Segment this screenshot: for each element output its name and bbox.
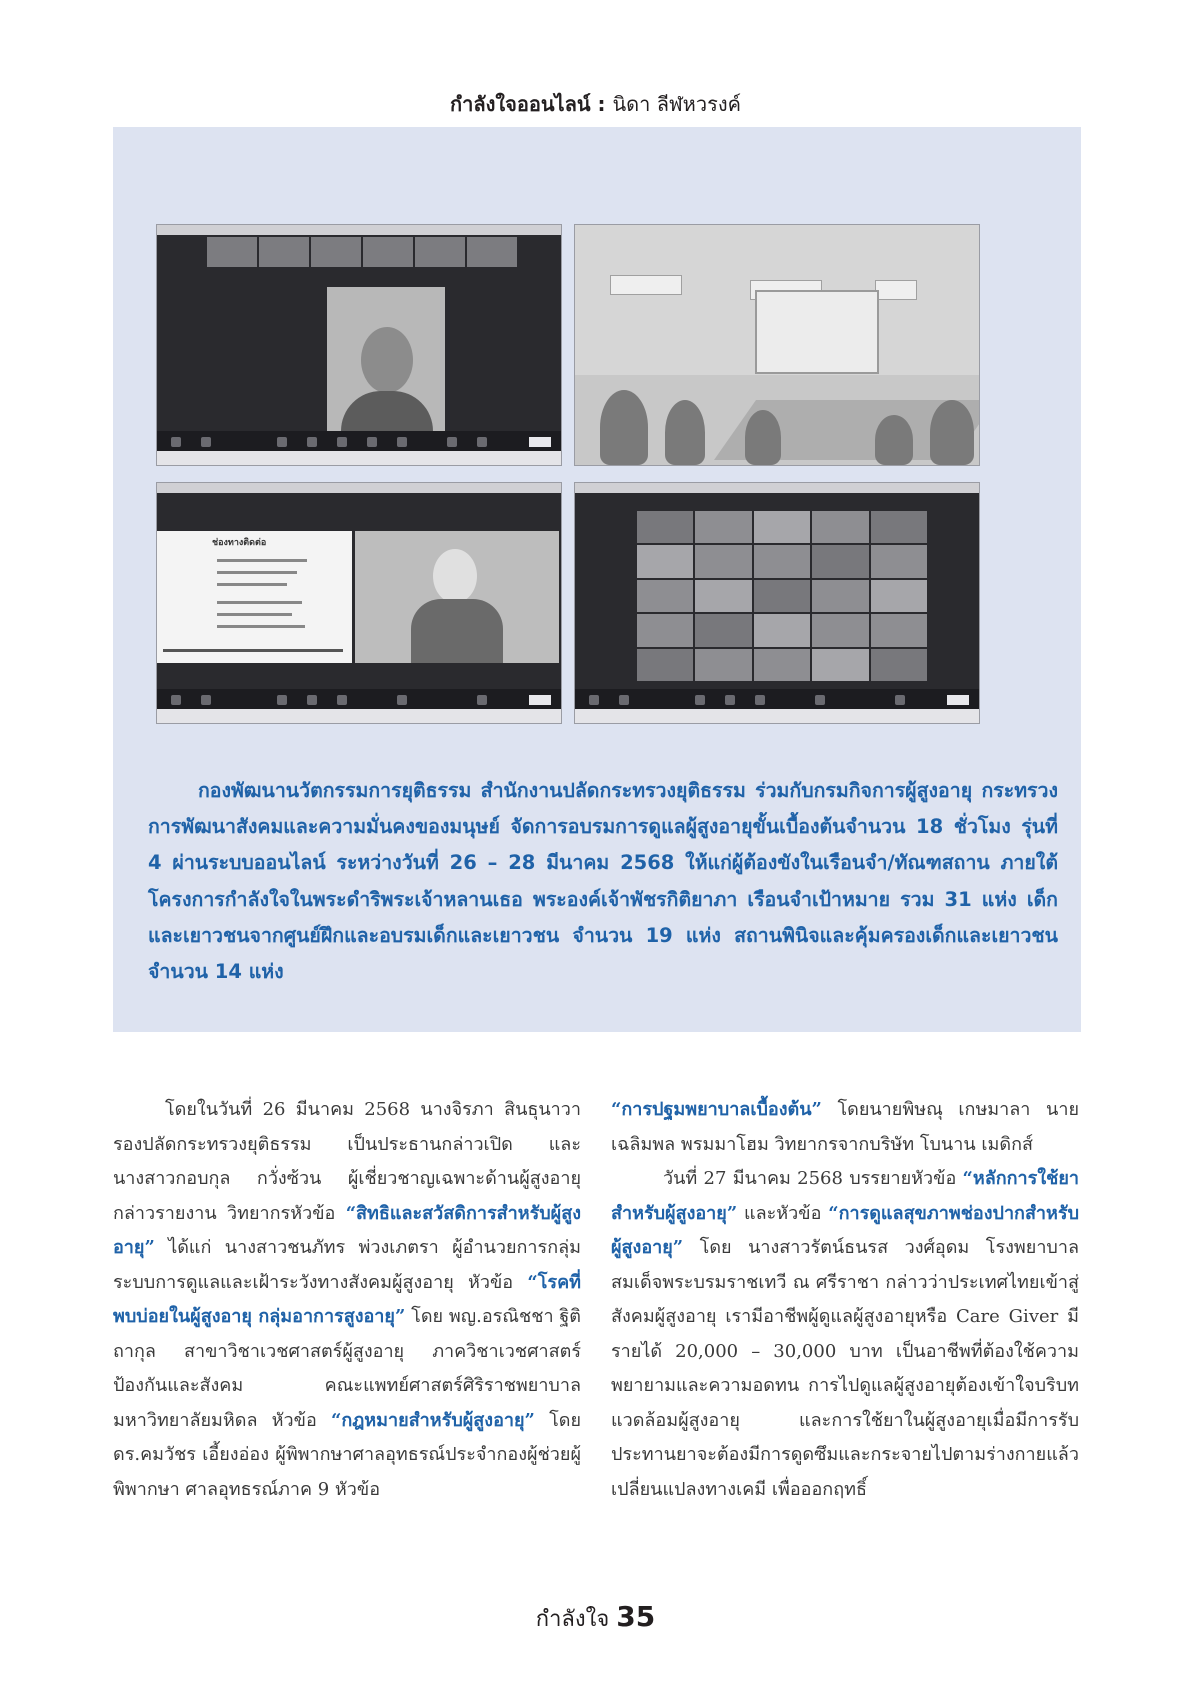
body-paragraph: วันที่ 27 มีนาคม 2568 บรรยายหัวข้อ “หลักการใช้ยาสำหรับผู้สูงอายุ” และหัวข้อ “การดูแลสุขภาพช่องปากสำหรับผู้สูงอายุ” โดย นางสาวรัตน์ธนรส วงศ์อุดม โรงพยาบาลสมเด็จพระบรมราชเทวี ณ ศรีราชา กล่าวว่าประเทศไทยเข้าสู่สังคมผู้สูงอายุ เรามีอาชีพผู้ดูแลผู้สูงอายุหรือ Care Giver มีรายได้ 20,000 – 30,000 บาท เป็นอาชีพที่ต้องใช้ความพยายามและความอดทน การไปดูแลผู้สูงอายุต้องเข้าใจบริบทแวดล้อมผู้สูงอายุ และการใช้ยาในผู้สูงอายุเมื่อมีการรับประทานยาจะต้องมีการดูดซึมและกระจายไปตามร่างกายแล้วเปลี่ยนแปลงทางเคมี เพื่อออกฤทธิ์ [611,1168,1079,1500]
window-titlebar [157,225,561,235]
photo-zoom-gallery [574,482,980,724]
more-icon [477,437,487,447]
topic-highlight: “การดูแลสุขภาพช่องปากสำหรับผู้สูงอายุ” [611,1202,1079,1258]
trainee [875,415,913,465]
video-icon [201,437,211,447]
apps-icon [447,437,457,447]
record-icon [367,437,377,447]
video-icon [201,695,211,705]
slide-footer-line [163,649,343,652]
speaker-head [361,327,413,393]
reactions-icon [397,695,407,705]
participants-icon [277,437,287,447]
leave-button-graphic [529,437,551,447]
gallery-grid [637,511,927,681]
chat-icon [725,695,735,705]
more-icon [477,695,487,705]
chat-icon [307,437,317,447]
mute-icon [171,437,181,447]
leave-button-graphic [947,695,969,705]
os-taskbar [157,451,561,465]
slide-text-line [217,559,307,562]
topic-highlight: “หลักการใช้ยาสำหรับผู้สูงอายุ” [611,1168,1079,1224]
slide-title: ช่องทางติดต่อ [212,538,267,548]
leave-button-graphic [529,695,551,705]
photo-caption: กองพัฒนานวัตกรรมการยุติธรรม สำนักงานปลัดกระทรวงยุติธรรม ร่วมกับกรมกิจการผู้สูงอายุ กระทรวงการพัฒนาสังคมและความมั่นคงของมนุษย์ จัดการอบรมการดูแลผู้สูงอายุขั้นเบื้องต้นจำนวน 18 ชั่วโมง รุ่นที่ 4 ผ่านระบบออนไลน์ ระหว่างวันที่ 26 – 28 มีนาคม 2568 ให้แก่ผู้ต้องขังในเรือนจำ/ทัณฑสถาน ภายใต้โครงการกำลังใจในพระดำริพระเจ้าหลานเธอ พระองค์เจ้าพัชรกิติยาภา เรือนจำเป้าหมาย รวม 31 แห่ง เด็กและเยาวชนจากศูนย์ฝึกและอบรมเด็กและเยาวชน จำนวน 19 แห่ง สถานพินิจและคุ้มครองเด็กและเยาวชน จำนวน 14 แห่ง [148,779,1058,984]
projection-screen [755,290,879,374]
chat-icon [307,695,317,705]
author-name: นิดา ลีฬหวรงค์ [612,92,741,116]
slide-text-line [217,625,305,628]
share-screen-icon [755,695,765,705]
body-column-right [611,1093,1079,1507]
body-paragraph: โดยในวันที่ 26 มีนาคม 2568 นางจิรภา สินธุนาวา รองปลัดกระทรวงยุติธรรม เป็นประธานกล่าวเปิด และนางสาวกอบกุล กวั่งซ้วน ผู้เชี่ยวชาญเฉพาะด้านผู้สูงอายุ กล่าวรายงาน วิทยากรหัวข้อ “สิทธิและสวัสดิการสำหรับผู้สูงอายุ” ได้แก่ นางสาวชนภัทร พ่วงเภตรา ผู้อำนวยการกลุ่มระบบการดูแลและเฝ้าระวังทางสังคมผู้สูงอายุ หัวข้อ “โรคที่พบบ่อยในผู้สูงอายุ กลุ่มอาการสูงอายุ” โดย พญ.อรณิชชา ฐิติถากุล สาขาวิชาเวชศาสตร์ผู้สูงอายุ ภาควิชาเวชศาสตร์ป้องกันและสังคม คณะแพทย์ศาสตร์ศิริราชพยาบาล มหาวิทยาลัยมหิดล หัวข้อ “กฎหมายสำหรับผู้สูงอายุ” โดย ดร.คมวัชร เอี้ยงอ่อง ผู้พิพากษาศาลอุทธรณ์ประจำกองผู้ช่วยผู้พิพากษา ศาลอุทธรณ์ภาค 9 หัวข้อ [113,1099,582,1500]
video-icon [619,695,629,705]
shared-slide [157,531,352,663]
participants-icon [695,695,705,705]
topic-highlight: “สิทธิและสวัสดิการสำหรับผู้สูงอายุ” [113,1202,581,1258]
trainee [745,410,781,465]
os-taskbar [575,709,979,723]
photo-classroom [574,224,980,466]
magazine-name: กำลังใจ [535,1607,617,1632]
trainee [600,390,648,465]
participants-icon [277,695,287,705]
participant-thumbnails [207,237,517,267]
body-column-left [113,1093,581,1507]
presenter-head [433,549,477,603]
window-titlebar [157,483,561,493]
meeting-toolbar [575,689,979,709]
air-conditioner [610,275,682,295]
body-paragraph: “การปฐมพยาบาลเบื้องต้น” โดยนายพิษณุ เกษมาลา นายเฉลิมพล พรมมาโฮม วิทยากรจากบริษัท โบนาน เมดิกส์ [611,1099,1079,1155]
more-icon [895,695,905,705]
slide-text-line [217,583,287,586]
reactions-icon [815,695,825,705]
slide-text-line [217,571,297,574]
topic-highlight: “โรคที่พบบ่อยในผู้สูงอายุ กลุ่มอาการสูงอายุ” [113,1271,581,1327]
topic-highlight: “กฎหมายสำหรับผู้สูงอายุ” [330,1409,535,1431]
header-separator: : [590,92,613,116]
speaker-video-tile [327,287,445,452]
share-screen-icon [337,695,347,705]
share-screen-icon [337,437,347,447]
wall-fan [875,280,917,300]
window-titlebar [575,483,979,493]
presenter-body [411,599,503,663]
page-footer [0,1600,1191,1636]
topic-highlight: “การปฐมพยาบาลเบื้องต้น” [611,1099,822,1120]
trainee [665,400,705,465]
photo-zoom-speaker [156,224,562,466]
page-number: 35 [616,1600,656,1633]
photo-zoom-presentation [156,482,562,724]
os-taskbar [157,709,561,723]
meeting-toolbar [157,431,561,451]
mute-icon [171,695,181,705]
slide-text-line [217,613,292,616]
trainee [930,400,974,465]
presenter-video [355,531,559,663]
mute-icon [589,695,599,705]
section-title: กำลังใจออนไลน์ [450,92,591,116]
running-header [0,88,1191,120]
slide-text-line [217,601,302,604]
reactions-icon [397,437,407,447]
meeting-toolbar [157,689,561,709]
